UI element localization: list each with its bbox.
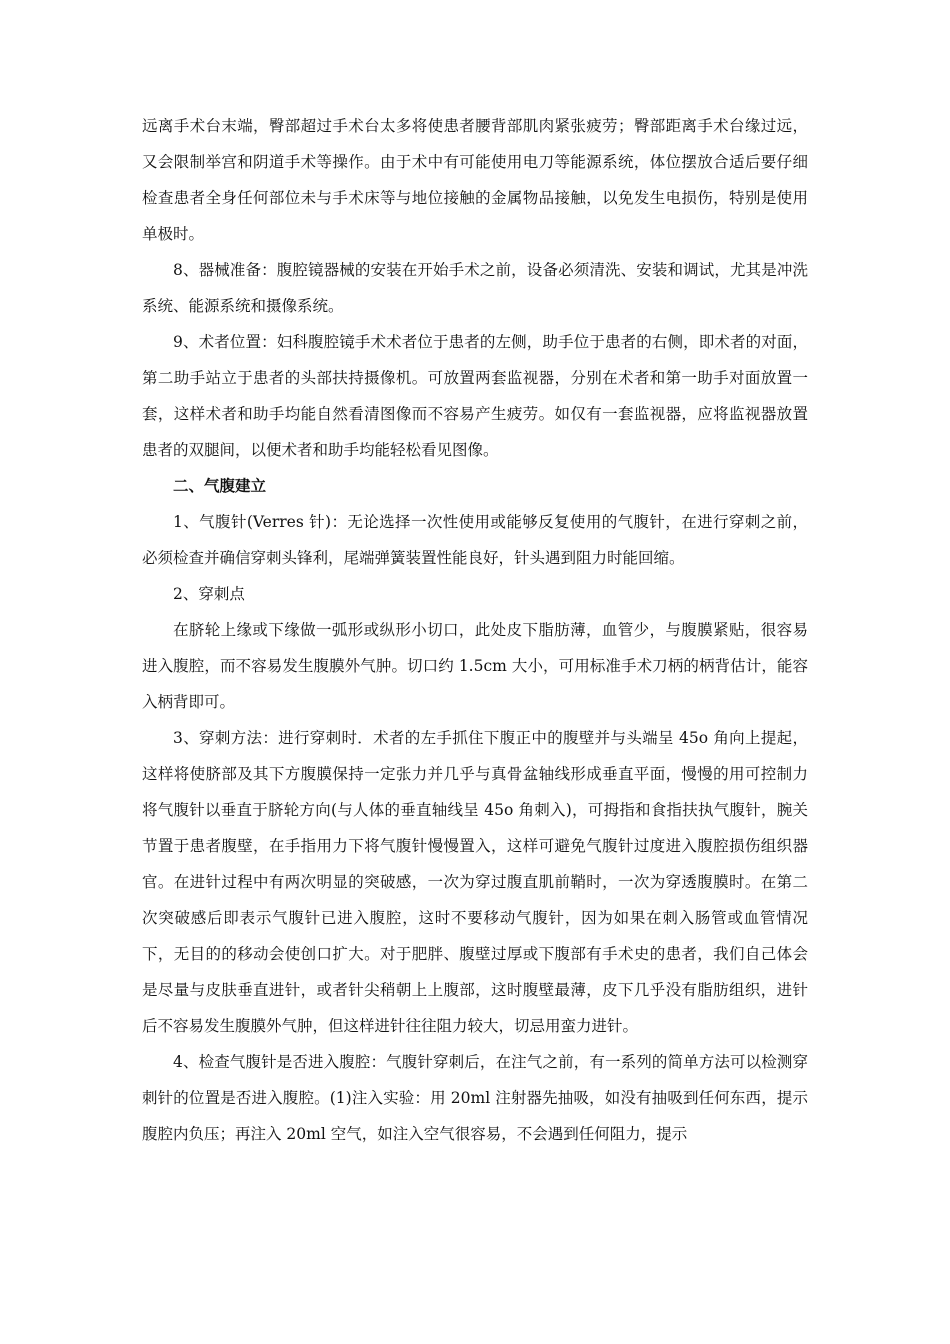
paragraph-positioning-continued: 远离手术台末端，臀部超过手术台太多将使患者腰背部肌肉紧张疲劳；臀部距离手术台缘过远，又会限制举宫和阴道手术等操作。由于术中有可能使用电刀等能源系统，体位摆放合适后要仔细检查患者全身任何部位未与手术床等与地位接触的金属物品接触，以免发生电损伤，特别是使用单极时。 [142, 117, 808, 243]
paragraph-veress-needle: 1、气腹针(Verres 针)：无论选择一次性使用或能够反复使用的气腹针，在进行穿刺之前，必须检查并确信穿刺头锋利，尾端弹簧装置性能良好，针头遇到阻力时能回缩。 [142, 513, 808, 567]
paragraph-puncture-point: 在脐轮上缘或下缘做一弧形或纵形小切口，此处皮下脂肪薄，血管少，与腹膜紧贴，很容易进入腹腔，而不容易发生腹膜外气肿。切口约 1.5cm 大小，可用标准手术刀柄的柄背估计，能容入柄背即可。 [142, 621, 808, 711]
section-heading-pneumoperitoneum: 二、气腹建立 [173, 477, 267, 495]
paragraph-instrument-preparation: 8、器械准备：腹腔镜器械的安装在开始手术之前，设备必须清洗、安装和调试，尤其是冲洗系统、能源系统和摄像系统。 [142, 261, 808, 315]
paragraph-puncture-method: 3、穿刺方法：进行穿刺时．术者的左手抓住下腹正中的腹壁并与头端呈 45o 角向上提起，这样将使脐部及其下方腹膜保持一定张力并几乎与真骨盆轴线形成垂直平面，慢慢的用可控制力将气腹针以垂直于脐轮方向(与人体的垂直轴线呈 45o 角刺入)，可拇指和食指扶执气腹针，腕关节置于患者腹壁，在手指用力下将气腹针慢慢置入，这样可避免气腹针过度进入腹腔损伤组织器官。在进针过程中有两次明显的突破感，一次为穿过腹直肌前鞘时，一次为穿透腹膜时。在第二次突破感后即表示气腹针已进入腹腔，这时不要移动气腹针，因为如果在刺入肠管或血管情况下，无目的的移动会使创口扩大。对于肥胖、腹壁过厚或下腹部有手术史的患者，我们自己体会是尽量与皮肤垂直进针，或者针尖稍朝上上腹部，这时腹壁最薄，皮下几乎没有脂肪组织，进针后不容易发生腹膜外气肿，但这样进针往往阻力较大，切忌用蛮力进针。 [142, 729, 808, 1035]
paragraph-surgeon-position: 9、术者位置：妇科腹腔镜手术术者位于患者的左侧，助手位于患者的右侧，即术者的对面，第二助手站立于患者的头部扶持摄像机。可放置两套监视器，分别在术者和第一助手对面放置一套，这样术者和助手均能自然看清图像而不容易产生疲劳。如仅有一套监视器，应将监视器放置患者的双腿间，以便术者和助手均能轻松看见图像。 [142, 333, 808, 459]
document-body [142, 108, 808, 1152]
paragraph-needle-check: 4、检查气腹针是否进入腹腔：气腹针穿刺后，在注气之前，有一系列的简单方法可以检测穿刺针的位置是否进入腹腔。(1)注入实验：用 20ml 注射器先抽吸，如没有抽吸到任何东西，提示腹腔内负压；再注入 20ml 空气，如注入空气很容易，不会遇到任何阻力，提示 [142, 1053, 808, 1143]
paragraph-puncture-point-title: 2、穿刺点 [173, 585, 245, 603]
